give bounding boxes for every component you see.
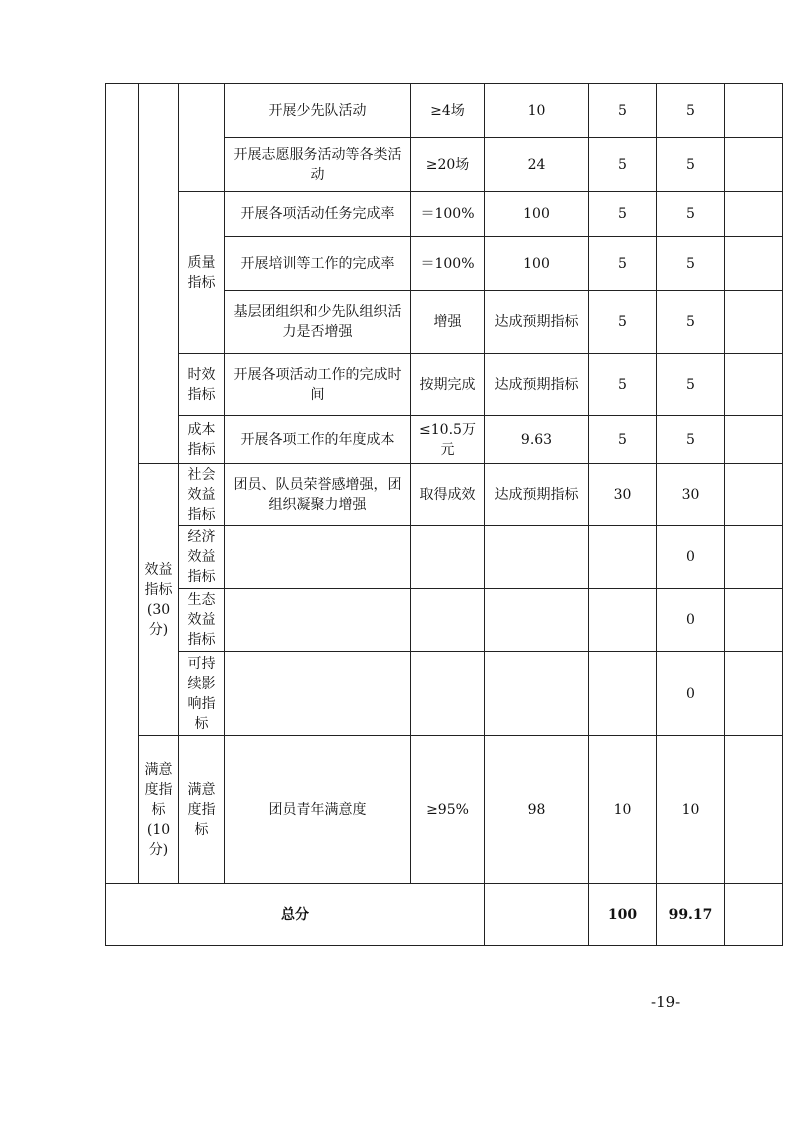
score-cell: 5 [657, 138, 725, 192]
target-cell: ≥20场 [411, 138, 485, 192]
score-cell: 30 [657, 464, 725, 526]
indicator-cell: 开展各项工作的年度成本 [225, 416, 411, 464]
level1-cell-empty [106, 84, 139, 884]
level1b-cell-empty [139, 84, 179, 464]
indicator-cell [225, 589, 411, 652]
weight-cell: 5 [589, 84, 657, 138]
table-row [106, 416, 783, 464]
table-row [106, 736, 783, 884]
level2-timeliness: 时效指标 [179, 354, 225, 416]
score-cell: 0 [657, 652, 725, 736]
actual-cell: 24 [485, 138, 589, 192]
actual-cell: 9.63 [485, 416, 589, 464]
total-row [106, 884, 783, 946]
indicator-cell: 开展志愿服务活动等各类活动 [225, 138, 411, 192]
target-cell: 按期完成 [411, 354, 485, 416]
total-score: 99.17 [657, 884, 725, 946]
weight-cell: 5 [589, 416, 657, 464]
target-cell: ≥4场 [411, 84, 485, 138]
remark-cell [725, 652, 783, 736]
total-remark-cell [725, 884, 783, 946]
actual-cell: 达成预期指标 [485, 291, 589, 354]
remark-cell [725, 237, 783, 291]
score-cell: 5 [657, 416, 725, 464]
indicator-cell: 开展培训等工作的完成率 [225, 237, 411, 291]
remark-cell [725, 291, 783, 354]
score-cell: 5 [657, 192, 725, 237]
remark-cell [725, 589, 783, 652]
score-cell: 5 [657, 237, 725, 291]
weight-cell: 5 [589, 237, 657, 291]
table-row [106, 192, 783, 237]
weight-cell: 5 [589, 192, 657, 237]
total-weight: 100 [589, 884, 657, 946]
remark-cell [725, 464, 783, 526]
table-row [106, 526, 783, 589]
table-row [106, 652, 783, 736]
indicator-cell [225, 526, 411, 589]
level2-cell-empty [179, 84, 225, 192]
indicator-cell: 团员青年满意度 [225, 736, 411, 884]
weight-cell: 5 [589, 354, 657, 416]
actual-cell: 达成预期指标 [485, 464, 589, 526]
actual-cell: 98 [485, 736, 589, 884]
score-cell: 10 [657, 736, 725, 884]
actual-cell [485, 589, 589, 652]
target-cell [411, 526, 485, 589]
target-cell [411, 589, 485, 652]
indicator-cell [225, 652, 411, 736]
level2-ecological: 生态效益指标 [179, 589, 225, 652]
target-cell: ≥95% [411, 736, 485, 884]
total-actual-cell [485, 884, 589, 946]
level2-satisfaction: 满意度指标 [179, 736, 225, 884]
performance-table [105, 83, 783, 946]
weight-cell [589, 526, 657, 589]
target-cell: ≤10.5万元 [411, 416, 485, 464]
total-label: 总分 [106, 884, 485, 946]
page-number: -19- [651, 993, 681, 1011]
target-cell [411, 652, 485, 736]
score-cell: 0 [657, 589, 725, 652]
target-cell: 取得成效 [411, 464, 485, 526]
level1-satisfaction: 满意度指标(10分) [139, 736, 179, 884]
weight-cell: 30 [589, 464, 657, 526]
remark-cell [725, 192, 783, 237]
remark-cell [725, 736, 783, 884]
indicator-cell: 开展各项活动任务完成率 [225, 192, 411, 237]
actual-cell [485, 526, 589, 589]
weight-cell [589, 589, 657, 652]
actual-cell: 10 [485, 84, 589, 138]
level2-cost: 成本指标 [179, 416, 225, 464]
level2-quality: 质量指标 [179, 192, 225, 354]
table-row [106, 354, 783, 416]
remark-cell [725, 84, 783, 138]
indicator-cell: 基层团组织和少先队组织活力是否增强 [225, 291, 411, 354]
score-cell: 0 [657, 526, 725, 589]
target-cell: 增强 [411, 291, 485, 354]
level2-sustainable: 可持续影响指标 [179, 652, 225, 736]
level2-economic: 经济效益指标 [179, 526, 225, 589]
actual-cell: 达成预期指标 [485, 354, 589, 416]
table-row [106, 84, 783, 138]
level1-benefit: 效益指标(30分) [139, 464, 179, 736]
remark-cell [725, 354, 783, 416]
target-cell: ＝100% [411, 237, 485, 291]
table-row [106, 464, 783, 526]
target-cell: ＝100% [411, 192, 485, 237]
remark-cell [725, 416, 783, 464]
score-cell: 5 [657, 354, 725, 416]
weight-cell: 10 [589, 736, 657, 884]
remark-cell [725, 526, 783, 589]
score-cell: 5 [657, 84, 725, 138]
score-cell: 5 [657, 291, 725, 354]
level2-social: 社会效益指标 [179, 464, 225, 526]
table-row [106, 589, 783, 652]
weight-cell [589, 652, 657, 736]
weight-cell: 5 [589, 291, 657, 354]
actual-cell: 100 [485, 192, 589, 237]
indicator-cell: 开展各项活动工作的完成时间 [225, 354, 411, 416]
actual-cell [485, 652, 589, 736]
indicator-cell: 团员、队员荣誉感增强，团组织凝聚力增强 [225, 464, 411, 526]
weight-cell: 5 [589, 138, 657, 192]
remark-cell [725, 138, 783, 192]
actual-cell: 100 [485, 237, 589, 291]
indicator-cell: 开展少先队活动 [225, 84, 411, 138]
